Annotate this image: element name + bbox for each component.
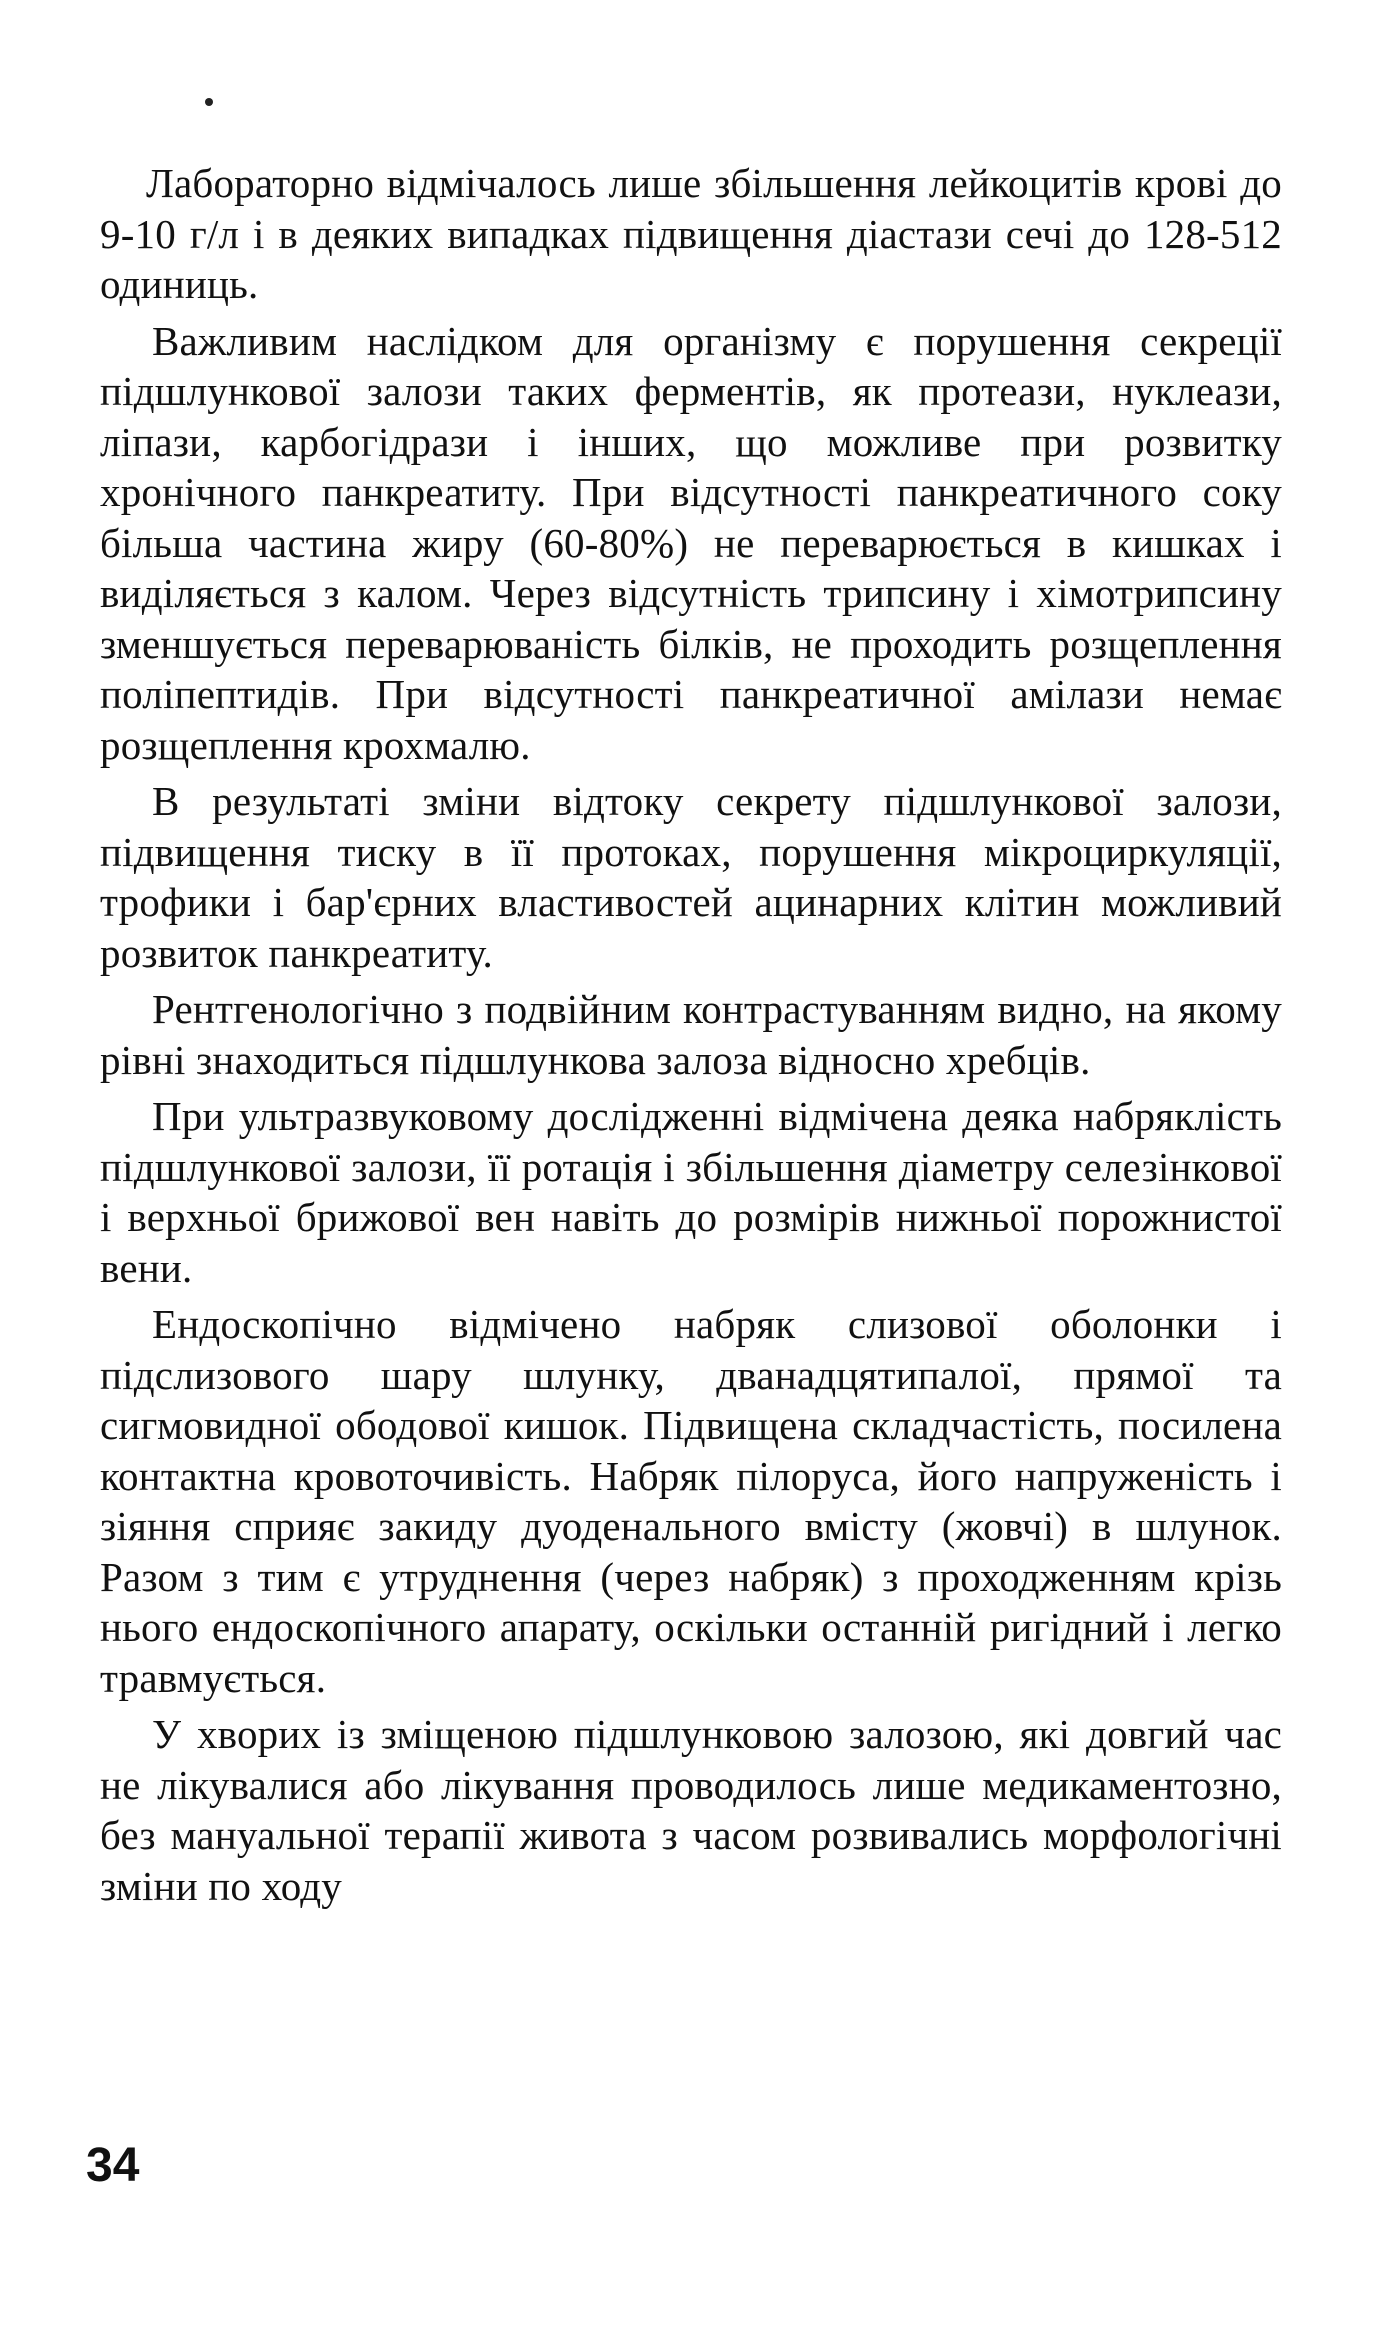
text-column: [100, 158, 1282, 1917]
paragraph-ultrasound: При ультразвуковому дослідженні відмічена деяка набряклість підшлункової залози, її ротація і збільшення діаметру селезінкової і верхньої брижової вен навіть до розмірів нижньої порожнистої вени.: [100, 1093, 1282, 1291]
paragraph-displaced-pancreas: У хворих із зміщеною підшлунковою залозою, які довгий час не лікувалися або лікування проводилось лише медикаментозно, без мануальної терапії живота з часом розвивались морфологічні зміни по ходу: [100, 1711, 1282, 1909]
paragraph-endoscopy: Ендоскопічно відмічено набряк слизової оболонки і підслизового шару шлунку, дванадцятипалої, прямої та сигмовидної ободової кишок. Підвищена складчастість, посилена контактна кровоточивість. Набряк пілоруса, його напруженість і зіяння сприяє закиду дуоденального вмісту (жовчі) в шлунок. Разом з тим є утруднення (через набряк) з проходженням крізь нього ендоскопічного апарату, оскільки останній ригідний і легко травмується.: [100, 1301, 1282, 1701]
paragraph-lab-findings: Лабораторно відмічалось лише збільшення лейкоцитів крові до 9-10 г/л і в деяких випадках підвищення діастази сечі до 128-512 одиниць.: [100, 160, 1282, 307]
paragraph-secretion-disorder: Важливим наслідком для організму є порушення секреції підшлункової залози таких ферментів, як протеази, нуклеази, ліпази, карбогідрази і інших, що можливе при розвитку хронічного панкреатиту. При відсутності панкреатичного соку більша частина жиру (60-80%) не переварюється в кишках і виділяється з калом. Через відсутність трипсину і хімотрипсину зменшується переварюваність білків, не проходить розщеплення поліпептидів. При відсутності панкреатичної амілази немає розщеплення крохмалю.: [100, 317, 1282, 768]
ink-speck: [205, 98, 213, 106]
page-number: 34: [86, 2139, 140, 2192]
paragraph-radiology: Рентгенологічно з подвійним контрастуванням видно, на якому рівні знаходиться підшлункова залоза відносно хребців.: [100, 986, 1282, 1083]
paragraph-outflow-change: В результаті зміни відтоку секрету підшлункової залози, підвищення тиску в її протоках, порушення мікроциркуляції, трофики і бар'єрних властивостей ацинарних клітин можливий розвиток панкреатиту.: [100, 778, 1282, 976]
